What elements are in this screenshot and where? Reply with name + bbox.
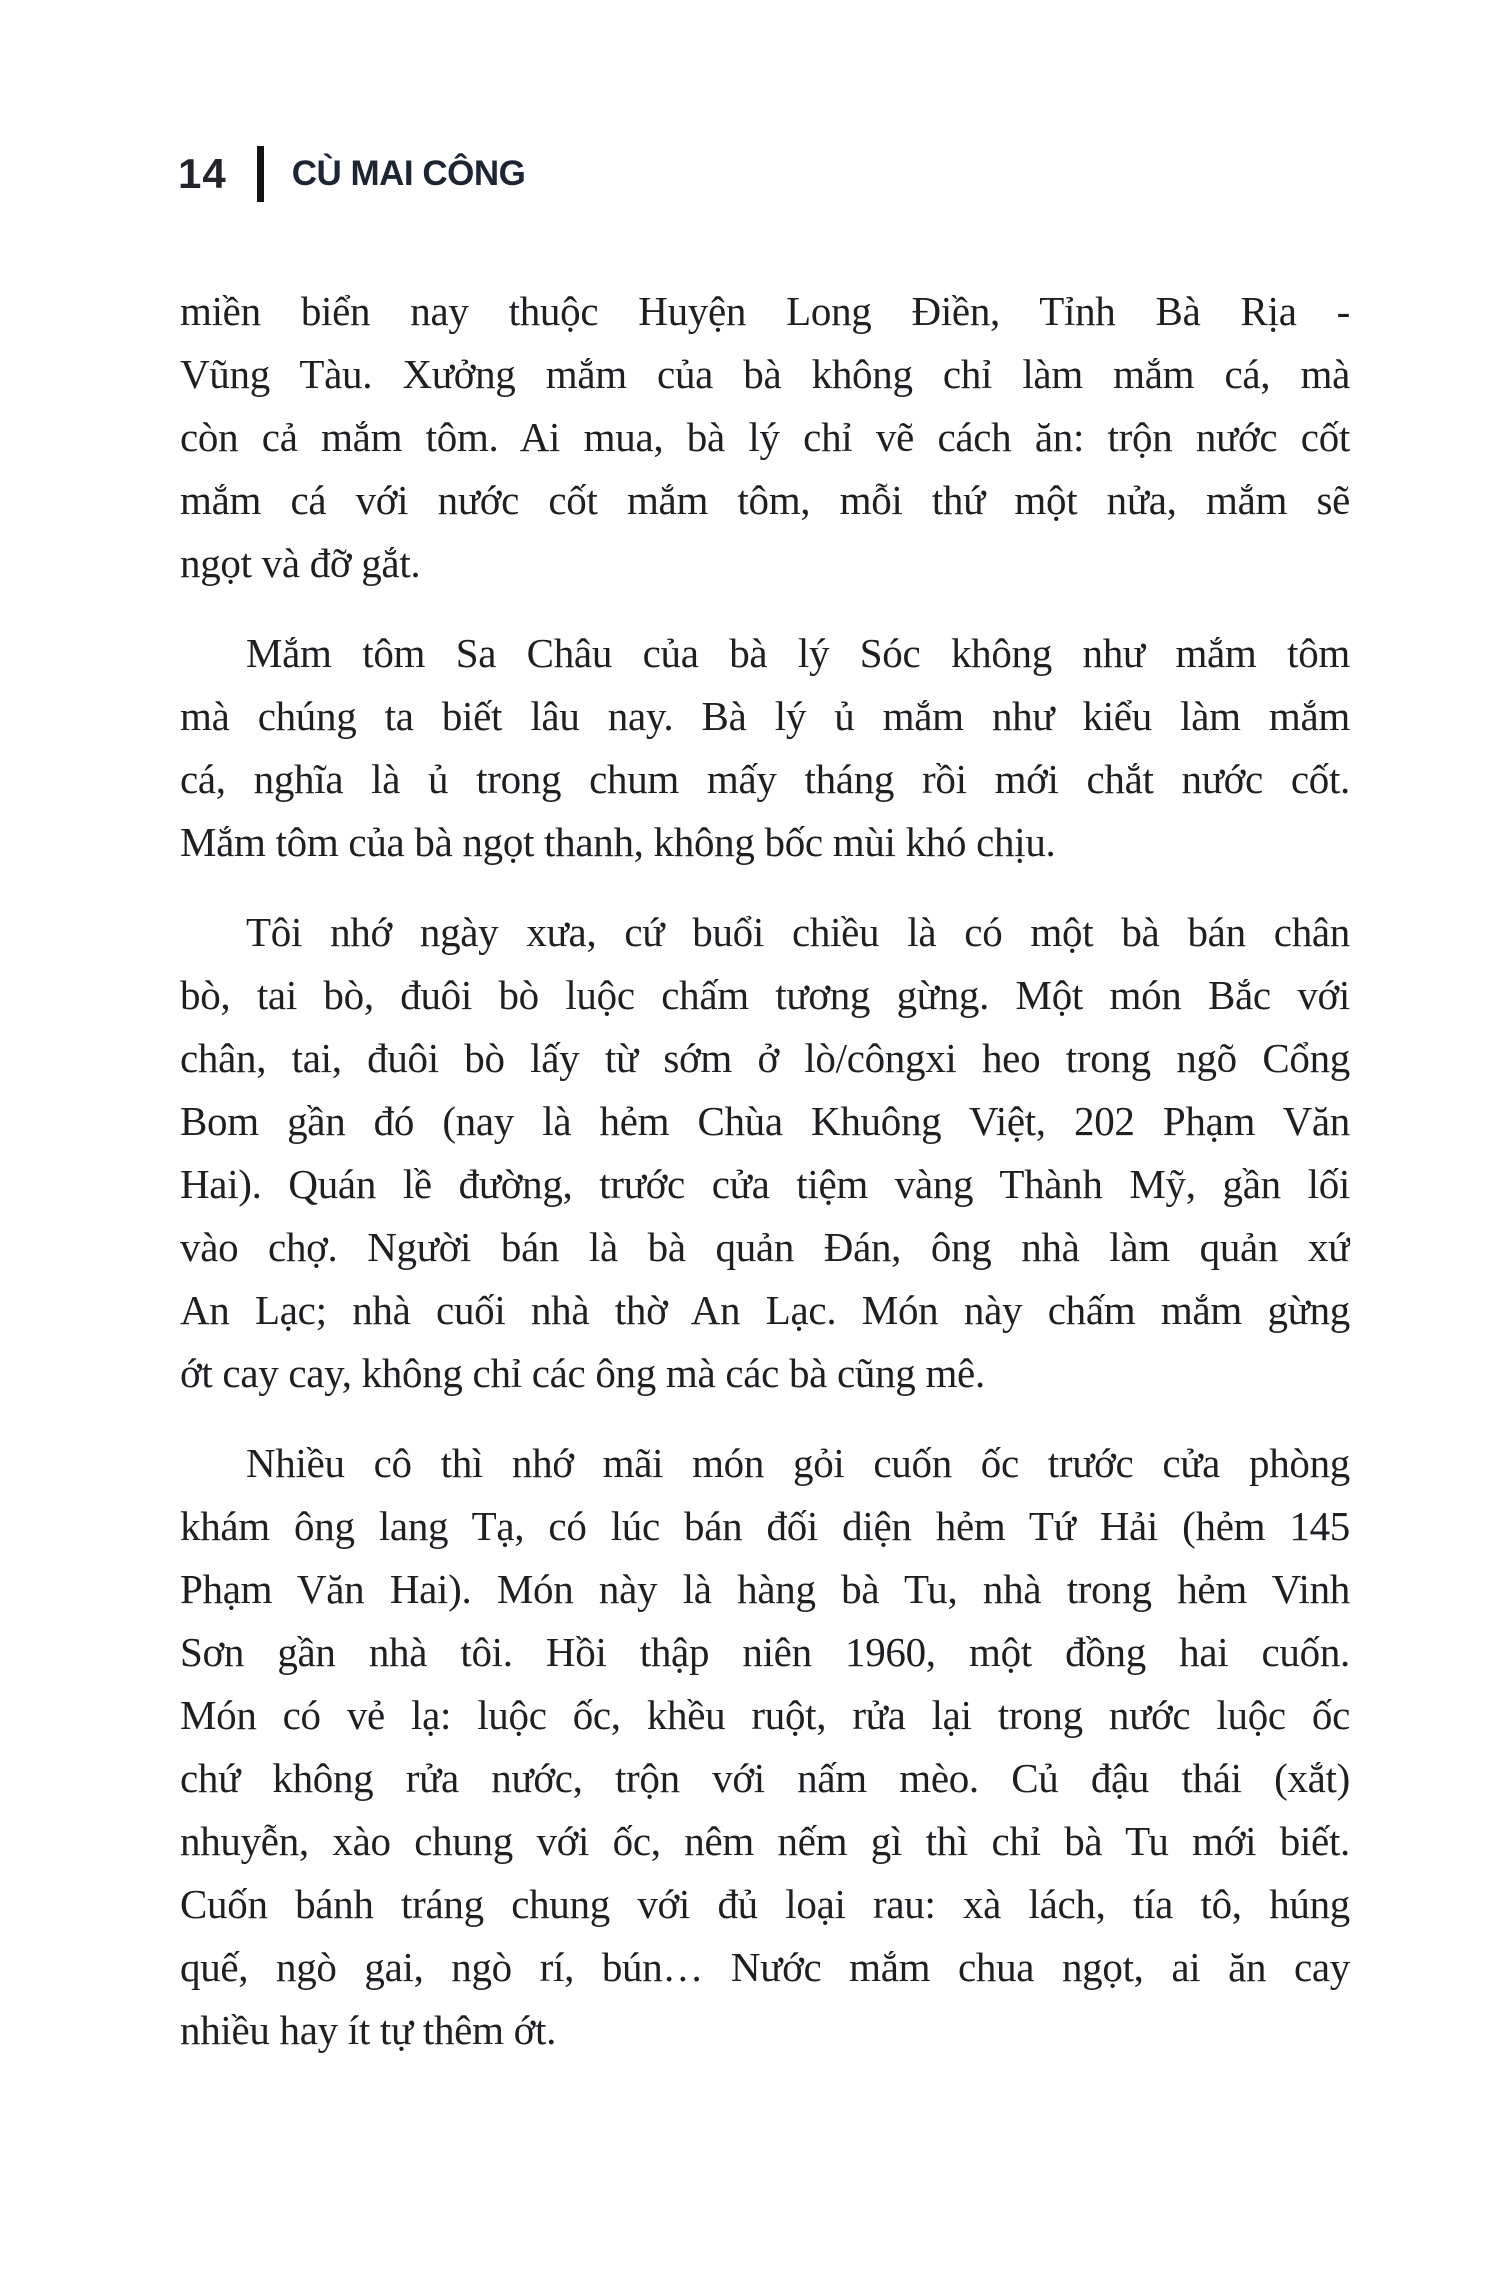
body-text bbox=[180, 280, 1350, 2089]
text-line: Hai). Quán lề đường, trước cửa tiệm vàng Thành Mỹ, gần lối bbox=[180, 1161, 1350, 1207]
text-line: nhiều hay ít tự thêm ớt. bbox=[180, 2007, 557, 2053]
text-line: Cuốn bánh tráng chung với đủ loại rau: xà lách, tía tô, húng bbox=[180, 1881, 1350, 1927]
paragraph bbox=[180, 280, 1350, 595]
text-line: cá, nghĩa là ủ trong chum mấy tháng rồi mới chắt nước cốt. bbox=[180, 756, 1350, 802]
page-number: 14 bbox=[178, 150, 227, 197]
text-line: An Lạc; nhà cuối nhà thờ An Lạc. Món này chấm mắm gừng bbox=[180, 1287, 1350, 1333]
paragraph bbox=[180, 622, 1350, 874]
paragraph bbox=[180, 901, 1350, 1405]
running-title: CÙ MAI CÔNG bbox=[291, 154, 526, 193]
text-line: Tôi nhớ ngày xưa, cứ buổi chiều là có một bà bán chân bbox=[246, 909, 1350, 955]
text-line: còn cả mắm tôm. Ai mua, bà lý chỉ vẽ cách ăn: trộn nước cốt bbox=[180, 414, 1350, 460]
paragraph bbox=[180, 1432, 1350, 2062]
text-line: mắm cá với nước cốt mắm tôm, mỗi thứ một nửa, mắm sẽ bbox=[180, 477, 1350, 523]
text-line: Món có vẻ lạ: luộc ốc, khều ruột, rửa lại trong nước luộc ốc bbox=[180, 1692, 1350, 1738]
text-line: ớt cay cay, không chỉ các ông mà các bà cũng mê. bbox=[180, 1350, 985, 1396]
text-line: khám ông lang Tạ, có lúc bán đối diện hẻm Tứ Hải (hẻm 145 bbox=[180, 1503, 1350, 1549]
text-line: Bom gần đó (nay là hẻm Chùa Khuông Việt, 202 Phạm Văn bbox=[180, 1098, 1350, 1144]
text-line: Mắm tôm của bà ngọt thanh, không bốc mùi khó chịu. bbox=[180, 819, 1056, 865]
text-line: Nhiều cô thì nhớ mãi món gỏi cuốn ốc trước cửa phòng bbox=[246, 1440, 1350, 1486]
text-line: mà chúng ta biết lâu nay. Bà lý ủ mắm như kiểu làm mắm bbox=[180, 693, 1350, 739]
page-header bbox=[178, 144, 525, 204]
text-line: bò, tai bò, đuôi bò luộc chấm tương gừng. Một món Bắc với bbox=[180, 972, 1350, 1018]
text-line: nhuyễn, xào chung với ốc, nêm nếm gì thì chỉ bà Tu mới biết. bbox=[180, 1818, 1350, 1864]
text-line: Mắm tôm Sa Châu của bà lý Sóc không như mắm tôm bbox=[246, 630, 1350, 676]
text-line: miền biển nay thuộc Huyện Long Điền, Tỉnh Bà Rịa - bbox=[180, 288, 1350, 334]
text-line: chứ không rửa nước, trộn với nấm mèo. Củ đậu thái (xắt) bbox=[180, 1755, 1350, 1801]
header-divider bbox=[257, 146, 264, 202]
text-line: ngọt và đỡ gắt. bbox=[180, 540, 421, 586]
text-line: Vũng Tàu. Xưởng mắm của bà không chỉ làm mắm cá, mà bbox=[180, 351, 1350, 397]
text-line: Sơn gần nhà tôi. Hồi thập niên 1960, một đồng hai cuốn. bbox=[180, 1629, 1350, 1675]
text-line: chân, tai, đuôi bò lấy từ sớm ở lò/côngxi heo trong ngõ Cổng bbox=[180, 1035, 1350, 1081]
text-line: quế, ngò gai, ngò rí, bún… Nước mắm chua ngọt, ai ăn cay bbox=[180, 1944, 1350, 1990]
text-line: Phạm Văn Hai). Món này là hàng bà Tu, nhà trong hẻm Vinh bbox=[180, 1566, 1350, 1612]
text-line: vào chợ. Người bán là bà quản Đán, ông nhà làm quản xứ bbox=[180, 1224, 1350, 1270]
